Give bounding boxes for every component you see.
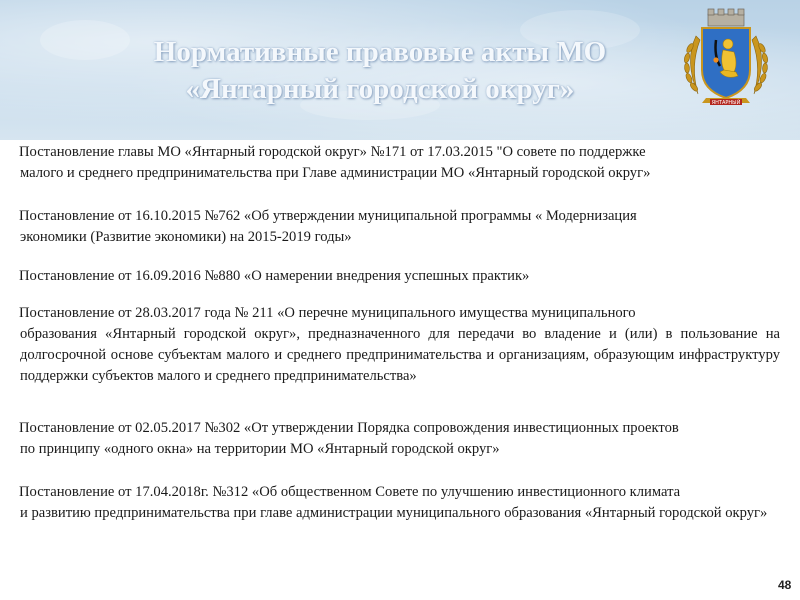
- list-item: [6, 206, 780, 248]
- list-item: [6, 142, 780, 184]
- item-text-rest: по принципу «одного окна» на территории МО «Янтарный городской округ»: [20, 441, 500, 457]
- page-number: 48: [778, 578, 792, 592]
- page-title: [60, 34, 700, 108]
- slide-header: [0, 0, 800, 140]
- content-panel: [0, 140, 800, 600]
- item-text-rest: малого и среднего предпринимательства при Главе администрации МО «Янтарный городской округ»: [20, 165, 651, 181]
- item-text-line1: Постановление от 16.09.2016 №880 «О намерении внедрения успешных практик»: [19, 268, 530, 284]
- list-item: [6, 266, 780, 287]
- item-text-rest: экономики (Развитие экономики) на 2015-2019 годы»: [20, 229, 352, 245]
- title-line-2: «Янтарный городской округ»: [185, 73, 575, 105]
- item-text-line1: Постановление от 28.03.2017 года № 211 «О перечне муниципального имущества муниципального: [19, 305, 636, 321]
- svg-text:ЯНТАРНЫЙ: ЯНТАРНЫЙ: [711, 100, 741, 106]
- item-text-rest: и развитию предпринимательства при главе администрации муниципального образования «Янтарный городской округ»: [20, 505, 768, 521]
- item-text-line1: Постановление от 02.05.2017 №302 «От утверждении Порядка сопровождения инвестиционных проектов: [19, 420, 679, 436]
- item-text-line1: Постановление от 17.04.2018г. №312 «Об общественном Совете по улучшению инвестиционного климата: [19, 484, 681, 500]
- list-item: [6, 482, 780, 524]
- item-text-rest: образования «Янтарный городской округ», предназначенного для передачи во владение и (или) в пользование на долгосрочной основе субъектам малого и среднего предпринимательства и организациям, образующим инфраструктуру поддержки субъектов малого и среднего предпринимательства»: [20, 326, 780, 384]
- item-text-line1: Постановление от 16.10.2015 №762 «Об утверждении муниципальной программы « Модернизация: [19, 208, 637, 224]
- title-line-1: Нормативные правовые акты МО: [153, 36, 607, 68]
- list-item: [6, 418, 780, 460]
- coat-of-arms-emblem: [676, 6, 776, 112]
- list-item: [6, 303, 780, 387]
- item-text-line1: Постановление главы МО «Янтарный городской округ» №171 от 17.03.2015 "О совете по поддержке: [19, 144, 646, 160]
